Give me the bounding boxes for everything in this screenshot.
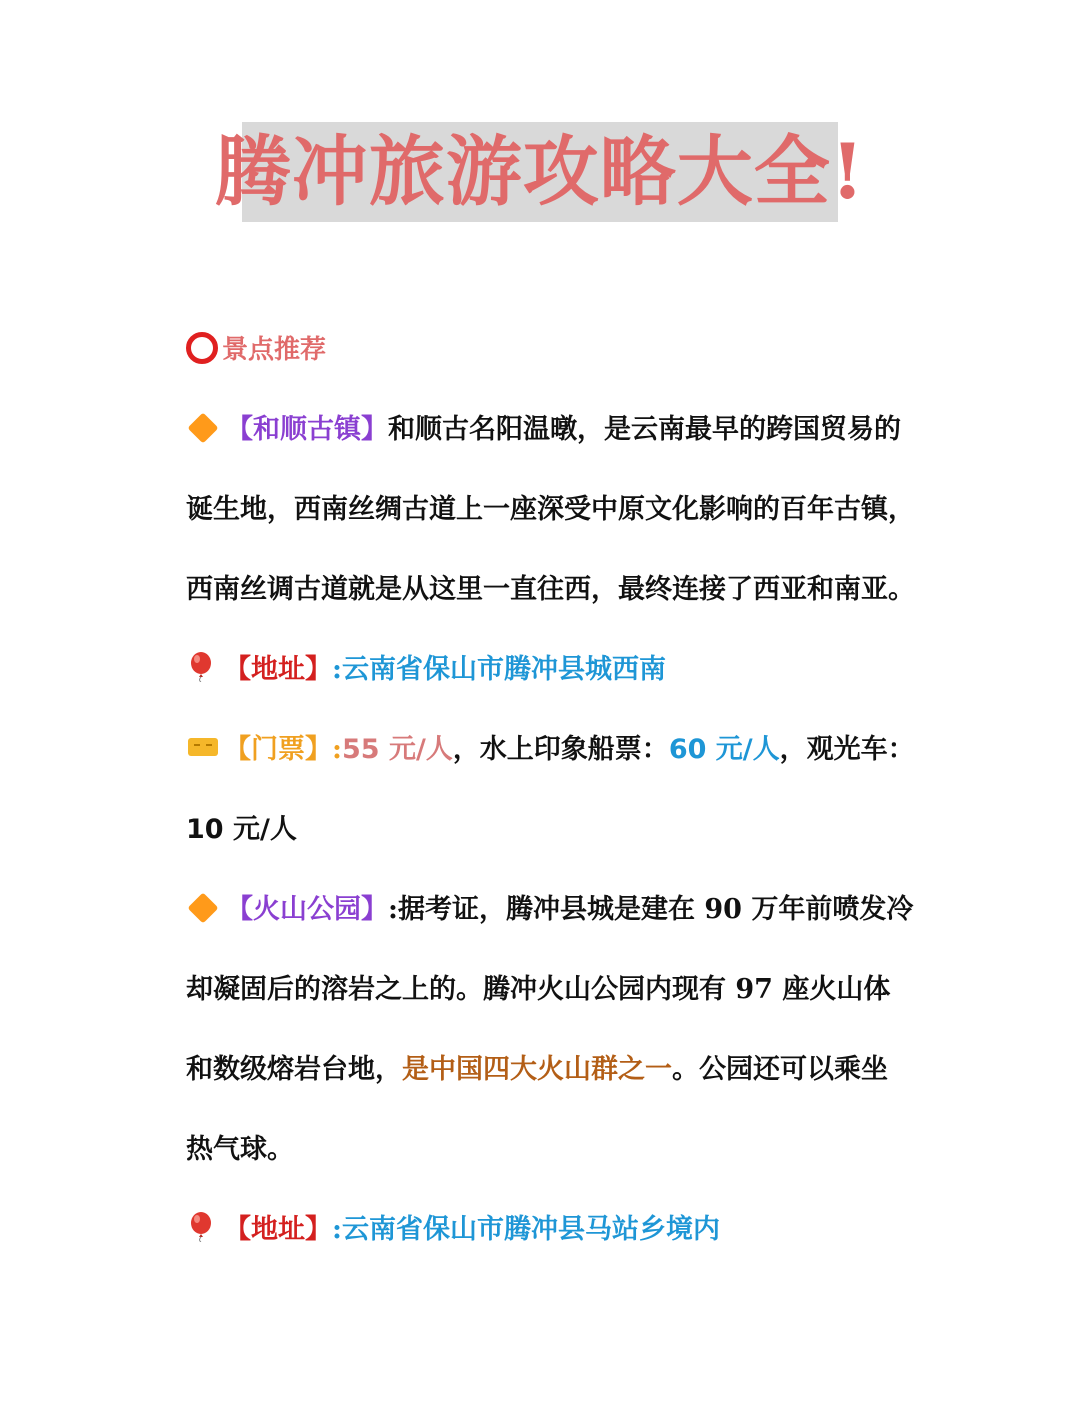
spot1-desc-line2: 诞生地，西南丝绸古道上一座深受中原文化影响的百年古镇， [186,494,915,525]
page-title: 腾冲旅游攻略大全! [214,127,866,216]
spot2-desc-line2: 却凝固后的溶岩之上的。腾冲火山公园内现有 97 座火山体 [186,974,891,1005]
section-heading [186,332,326,368]
red-balloon-icon [188,652,214,682]
spot1-name: 【和顺古镇】 [226,414,388,445]
orange-diamond-icon [187,892,218,923]
spot2-line3 [186,1052,888,1088]
red-ring-icon [186,332,218,364]
spot2-address-label: 【地址】 [224,1214,332,1245]
spot1-ticket [186,732,915,768]
spot1-ticket-cont [186,812,297,848]
spot1-address-label: 【地址】 [224,654,332,685]
spot1-price3: 10 元/人 [186,814,297,845]
spot2-name: 【火山公园】 [226,894,388,925]
spot2-address [186,1212,720,1248]
spot1-sep2: ，观光车： [779,734,915,765]
spot2-line4 [186,1132,294,1168]
spot1-price1: 55 元/人 [341,734,453,765]
red-balloon-icon [188,1212,214,1242]
spot1-desc-line3: 西南丝调古道就是从这里一直往西，最终连接了西亚和南亚。 [186,574,915,605]
spot1-address [186,652,666,688]
spot1-sep1: ，水上印象船票： [452,734,669,765]
spot1-address-value: :云南省保山市腾冲县城西南 [332,654,666,685]
spot1-ticket-label: 【门票】: [224,734,342,765]
orange-diamond-icon [187,412,218,443]
spot2-highlight: 是中国四大火山群之一 [402,1054,672,1085]
spot1-price2: 60 元/人 [668,734,780,765]
spot1-desc-line1: 和顺古名阳温暾，是云南最早的跨国贸易的 [388,414,901,445]
title-banner [214,122,866,222]
spot2-desc-line3a: 和数级熔岩台地， [186,1054,402,1085]
ticket-icon [188,738,218,756]
spot1-line2 [186,492,915,528]
spot1-line1 [186,412,901,448]
spot2-desc-line1: :据考证，腾冲县城是建在 90 万年前喷发冷 [388,894,914,925]
spot2-desc-line4: 热气球。 [186,1134,294,1165]
spot2-line1 [186,892,913,928]
spot1-line3 [186,572,915,608]
spot2-address-value: :云南省保山市腾冲县马站乡境内 [332,1214,720,1245]
spot2-line2 [186,972,890,1008]
section-heading-text: 景点推荐 [222,335,327,365]
spot2-desc-line3c: 。公园还可以乘坐 [672,1054,888,1085]
